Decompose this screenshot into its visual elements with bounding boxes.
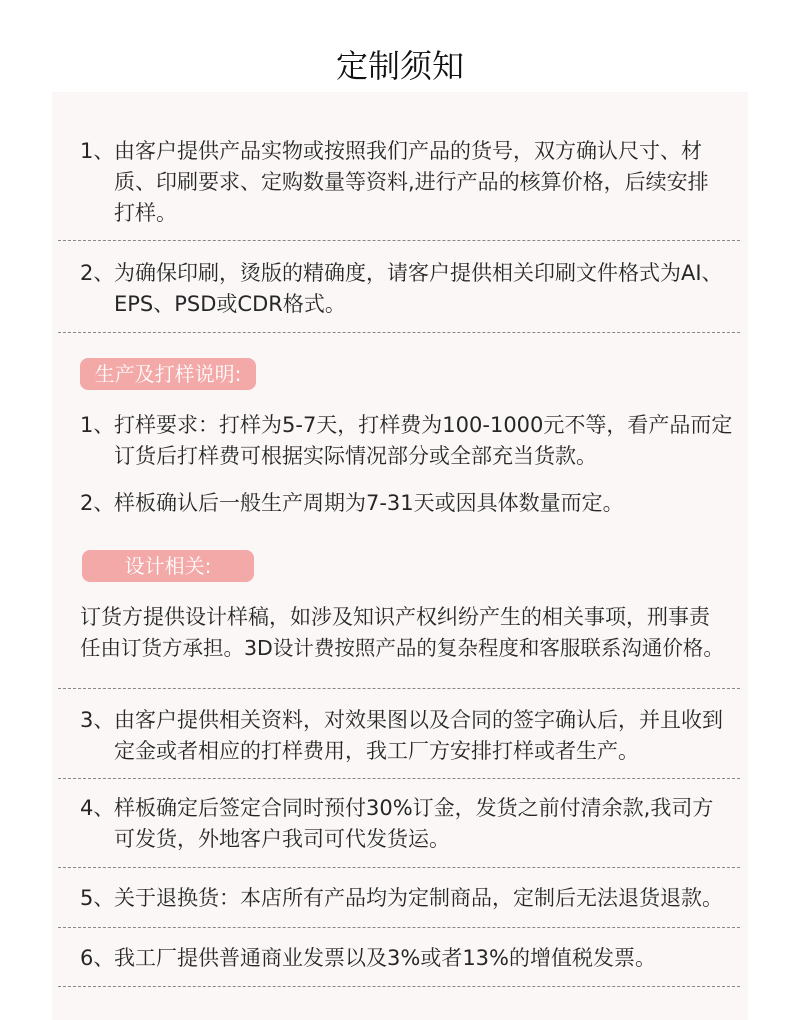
item-6-number: 6、 <box>80 946 115 970</box>
item-5-number: 5、 <box>80 886 115 910</box>
divider <box>58 332 740 333</box>
item-2-line-2: EPS、PSD或CDR格式。 <box>114 292 346 316</box>
item-3-number: 3、 <box>80 708 115 732</box>
divider <box>58 240 740 241</box>
item-5-line: 关于退换货：本店所有产品均为定制商品，定制后无法退货退款。 <box>114 886 723 910</box>
production-item-2-number: 2、 <box>80 491 115 515</box>
design-line-1: 订货方提供设计样稿，如涉及知识产权纠纷产生的相关事项，刑事责 <box>80 605 710 629</box>
item-4-line-1: 样板确定后签定合同时预付30%订金，发货之前付清余款,我司方 <box>114 796 714 820</box>
section-label-design: 设计相关: <box>82 550 254 582</box>
production-item-1-line-2: 订货后打样费可根据实际情况部分或全部充当货款。 <box>114 444 597 468</box>
item-number: 1、 <box>80 139 115 163</box>
production-item-1-line-1: 打样要求：打样为5-7天，打样费为100-1000元不等，看产品而定 <box>114 413 733 437</box>
production-item-1-number: 1、 <box>80 413 115 437</box>
item-1-line-1: 由客户提供产品实物或按照我们产品的货号，双方确认尺寸、材 <box>114 139 702 163</box>
item-1 <box>80 136 114 167</box>
section-label-production: 生产及打样说明: <box>80 358 256 390</box>
divider <box>58 927 740 928</box>
divider <box>58 867 740 868</box>
item-2-number: 2、 <box>80 261 115 285</box>
production-item-2-line: 样板确认后一般生产周期为7-31天或因具体数量而定。 <box>114 491 624 515</box>
item-3-line-1: 由客户提供相关资料，对效果图以及合同的签字确认后，并且收到 <box>114 708 723 732</box>
item-6-line: 我工厂提供普通商业发票以及3%或者13%的增值税发票。 <box>114 946 656 970</box>
divider <box>58 778 740 779</box>
item-1-line-3: 打样。 <box>114 201 177 225</box>
item-4-number: 4、 <box>80 796 115 820</box>
item-1-line-2: 质、印刷要求、定购数量等资料,进行产品的核算价格，后续安排 <box>114 170 709 194</box>
item-4-line-2: 可发货，外地客户我司可代发货运。 <box>114 827 450 851</box>
item-2-line-1: 为确保印刷，烫版的精确度，请客户提供相关印刷文件格式为AI、 <box>114 261 723 285</box>
page-title: 定制须知 <box>335 47 464 85</box>
item-3-line-2: 定金或者相应的打样费用，我工厂方安排打样或者生产。 <box>114 739 639 763</box>
divider <box>58 986 740 987</box>
divider <box>58 688 740 689</box>
design-line-2: 任由订货方承担。3D设计费按照产品的复杂程度和客服联系沟通价格。 <box>80 636 724 660</box>
